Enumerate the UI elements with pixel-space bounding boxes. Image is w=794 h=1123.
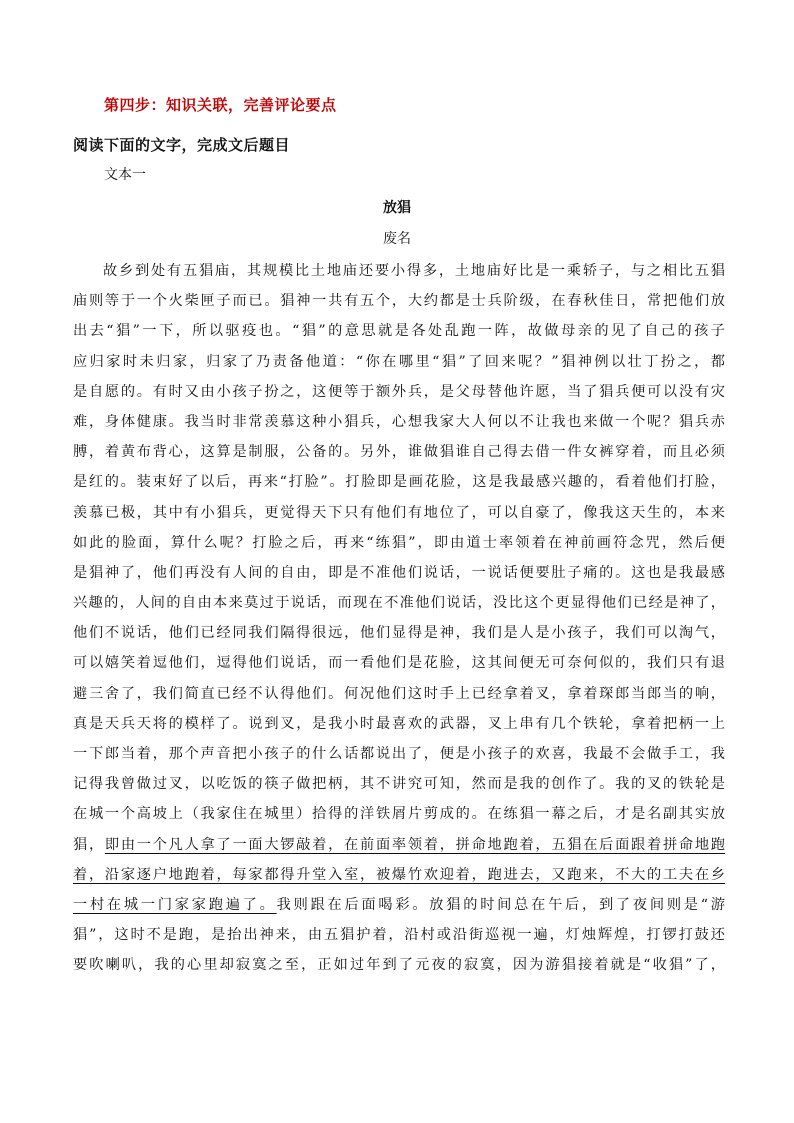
paragraph-line: 一下郎当着，那个声音把小孩子的什么话都说出了，便是小孩子的欢喜，我最不会做手工，我 <box>73 746 725 762</box>
paragraph-line: 如此的脸面，算什么呢？打脸之后，再来“练猖”，即由道士率领着在神前画符念咒，然后便 <box>73 534 725 551</box>
paragraph-line: 要吹喇叭，我的心里却寂寞之至，正如过年到了元夜的寂寞，因为游猖接着就是“收猖”了， <box>73 957 725 974</box>
paragraph-line: 羡慕已极，其中有小猖兵，更觉得天下只有他们有地位了，可以自豪了，像我这天生的，本来 <box>73 504 725 521</box>
paragraph-line: 难，身体健康。我当时非常羡慕这种小猖兵，心想我家大人何以不让我也来做一个呢？猖兵赤 <box>73 413 725 430</box>
paragraph-line: 着，沿家逐户地跑着，每家都得升堂入室，被爆竹欢迎着，跑进去，又跑来，不大的工夫在乡 <box>73 866 725 883</box>
paragraph-line: 出去“猖”一下，所以驱疫也。“猖”的意思就是各处乱跑一阵，故做母亲的见了自己的孩子 <box>73 323 725 340</box>
reading-instruction: 阅读下面的文字，完成文后题目 <box>73 136 291 154</box>
paragraph-line: 故乡到处有五猖庙，其规模比土地庙还要小得多，土地庙好比是一乘轿子，与之相比五猖 <box>103 263 725 279</box>
paragraph-line: 猖，即由一个凡人拿了一面大锣敲着，在前面率领着，拼命地跑着，五猖在后面跟着拼命地跑 <box>73 836 725 853</box>
essay-title: 放猖 <box>383 200 411 216</box>
step-heading: 第四步：知识关联，完善评论要点 <box>104 96 337 114</box>
paragraph-line: 猖”，这时不是跑，是抬出神来，由五猖护着，沿村或沿街巡视一遍，灯烛辉煌，打锣打鼓还 <box>73 927 725 944</box>
text-label: 文本一 <box>104 167 146 183</box>
paragraph-line: 记得我曾做过叉，以吃饭的筷子做把柄，其不讲究可知，然而是我的创作了。我的叉的铁轮是 <box>73 776 725 793</box>
paragraph-line: 一村在城一门家家跑遍了。我则跟在后面喝彩。放猖的时间总在午后，到了夜间则是“游 <box>73 896 725 913</box>
paragraph-line: 避三舍了，我们简直已经不认得他们。何况他们这时手上已经拿着叉，拿着琛郎当郎当的响， <box>73 685 725 702</box>
paragraph-line: 膊，着黄布背心，这算是制服，公备的。另外，谁做猖谁自己得去借一件女裤穿着，而且必须 <box>73 444 725 461</box>
paragraph-line: 是自愿的。有时又由小孩子扮之，这便等于额外兵，是父母替他许愿，当了猖兵便可以没有灾 <box>73 383 725 400</box>
paragraph-line: 真是天兵天将的模样了。说到叉，是我小时最喜欢的武器，叉上串有几个铁轮，拿着把柄一上 <box>73 715 725 732</box>
essay-author: 废名 <box>383 231 411 247</box>
paragraph-line: 在城一个高坡上（我家住在城里）拾得的洋铁屑片剪成的。在练猖一幕之后，才是名副其实放 <box>73 806 725 823</box>
paragraph-line: 是猖神了，他们再没有人间的自由，即是不准他们说话，一说话便要肚子痛的。这也是我最感 <box>73 564 725 581</box>
paragraph-line: 他们不说话，他们已经同我们隔得很远，他们显得是神，我们是人是小孩子，我们可以淘气， <box>73 625 725 642</box>
paragraph-line: 是红的。装束好了以后，再来“打脸”。打脸即是画花脸，这是我最感兴趣的，看着他们打脸， <box>73 474 725 491</box>
paragraph-line: 应归家时未归家，归家了乃责备他道：“你在哪里“猖”了回来呢？”猖神例以壮丁扮之，都 <box>73 353 725 370</box>
paragraph-line: 兴趣的，人间的自由本来莫过于说话，而现在不准他们说话，没比这个更显得他们已经是神了， <box>73 595 725 612</box>
paragraph-line: 庙则等于一个火柴匣子而已。猖神一共有五个，大约都是士兵阶级，在春秋佳日，常把他们放 <box>73 293 725 310</box>
paragraph-line: 可以嬉笑着逗他们，逗得他们说话，而一看他们是花脸，这其间便无可奈何似的，我们只有退 <box>73 655 725 672</box>
essay-body <box>73 256 725 981</box>
